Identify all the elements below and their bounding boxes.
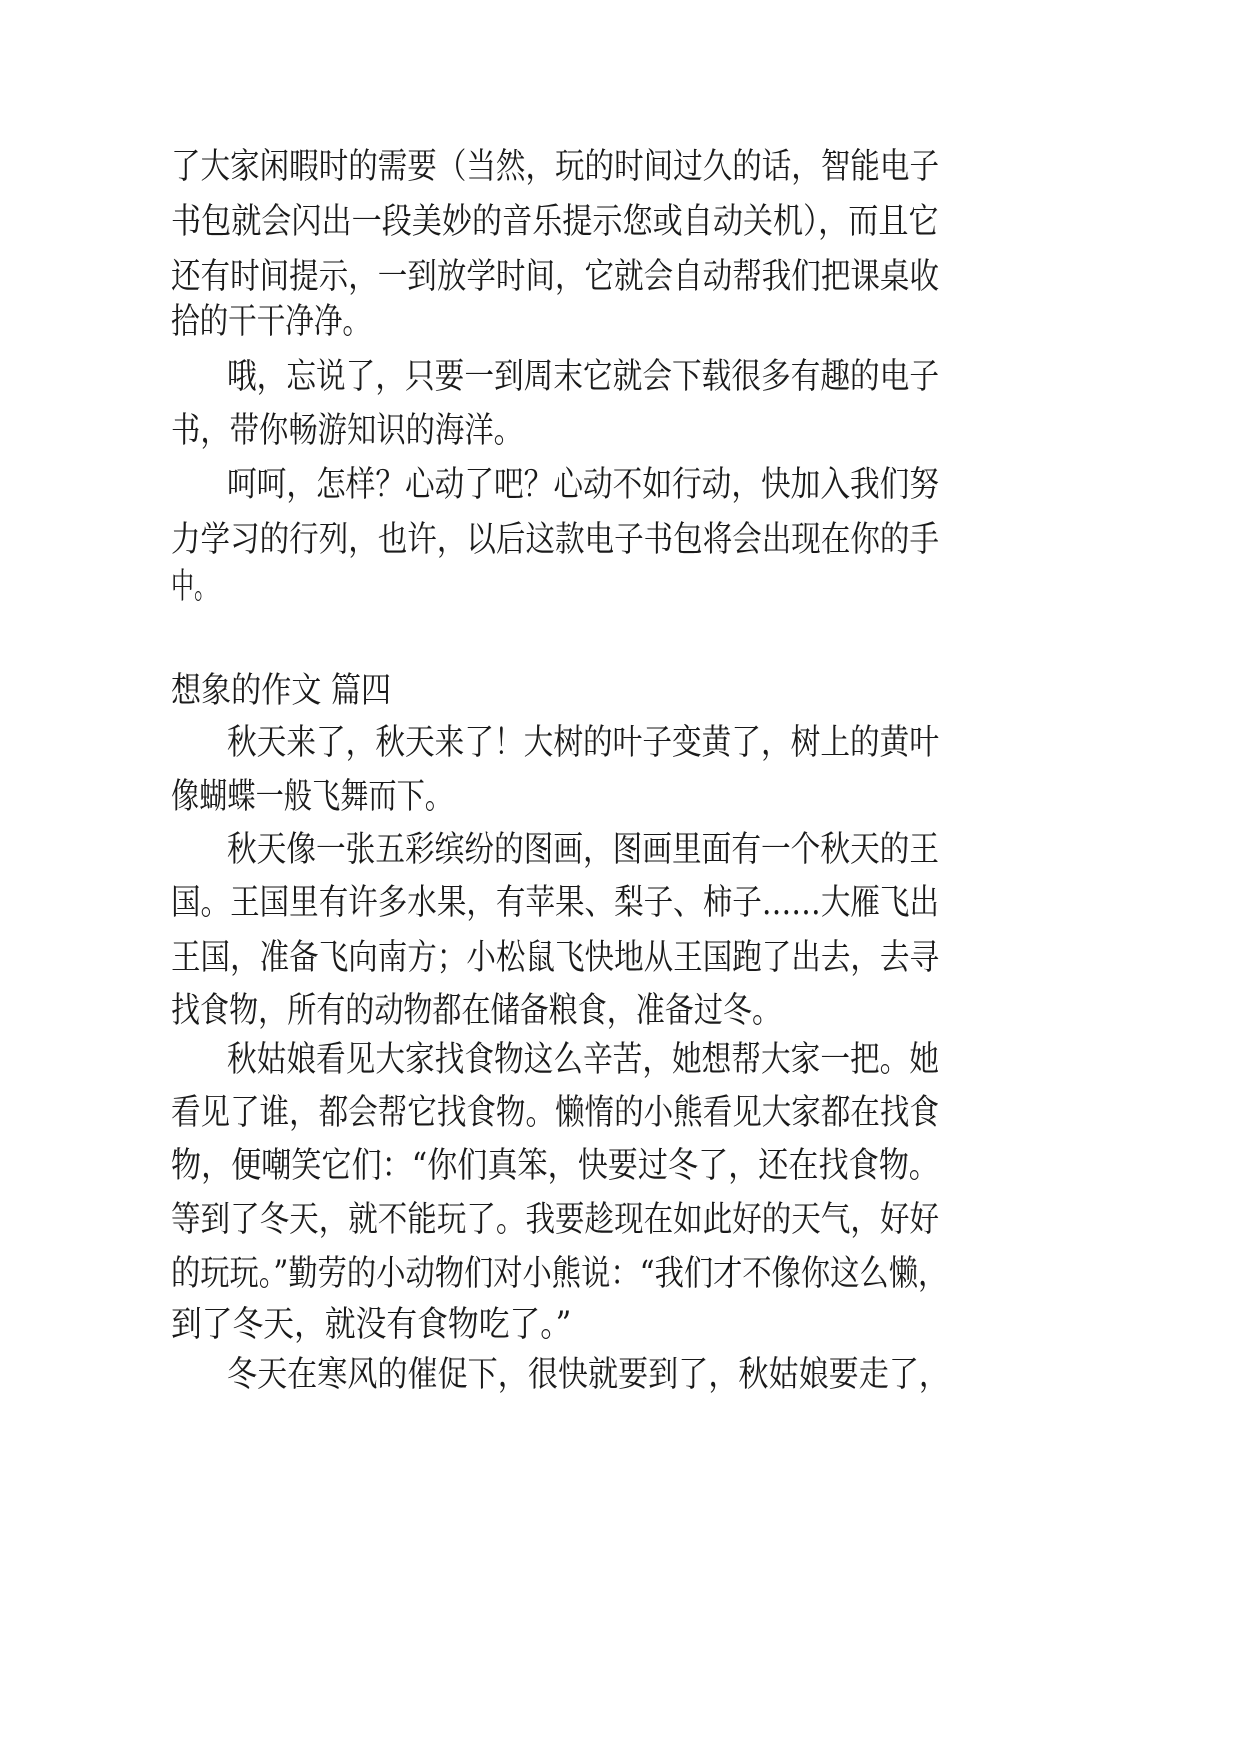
text-line: 像蝴蝶一般飞舞而下。 [171, 777, 454, 817]
text-line: 哦，忘说了，只要一到周末它就会下载很多有趣的电子 [227, 357, 940, 397]
text-line: 呵呵，怎样？心动了吧？心动不如行动，快加入我们努 [227, 465, 940, 505]
text-line: 看见了谁，都会帮它找食物。懒惰的小熊看见大家都在找食 [171, 1093, 940, 1133]
text-line: 找食物，所有的动物都在储备粮食，准备过冬。 [171, 991, 782, 1031]
text-line: 秋姑娘看见大家找食物这么辛苦，她想帮大家一把。她 [227, 1040, 940, 1080]
text-line: 力学习的行列，也许，以后这款电子书包将会出现在你的手 [171, 520, 940, 560]
text-line: 王国，准备飞向南方；小松鼠飞快地从王国跑了出去，去寻 [171, 938, 940, 978]
text-line: 拾的干干净净。 [171, 302, 372, 342]
text-line: 冬天在寒风的催促下，很快就要到了，秋姑娘要走了， [227, 1355, 950, 1395]
text-line: 中。 [171, 567, 218, 607]
text-line: 的玩玩。”勤劳的小动物们对小熊说：“我们才不像你这么懒， [171, 1254, 948, 1294]
text-line: 到了冬天，就没有食物吃了。” [171, 1305, 572, 1345]
text-line: 等到了冬天，就不能玩了。我要趁现在如此好的天气，好好 [171, 1200, 940, 1240]
text-line: 秋天像一张五彩缤纷的图画，图画里面有一个秋天的王 [227, 830, 940, 870]
section-heading: 想象的作文 篇四 [171, 671, 392, 711]
text-line: 了大家闲暇时的需要（当然，玩的时间过久的话，智能电子 [171, 147, 940, 187]
text-line: 物，便嘲笑它们：“你们真笨，快要过冬了，还在找食物。 [171, 1146, 939, 1186]
text-line: 书包就会闪出一段美妙的音乐提示您或自动关机），而且它 [171, 202, 939, 242]
text-line: 还有时间提示，一到放学时间，它就会自动帮我们把课桌收 [171, 257, 940, 297]
text-line: 书，带你畅游知识的海洋。 [171, 411, 524, 451]
text-line: 国。王国里有许多水果，有苹果、梨子、柿子……大雁飞出 [171, 883, 940, 923]
text-line: 秋天来了，秋天来了！大树的叶子变黄了，树上的黄叶 [227, 723, 940, 763]
